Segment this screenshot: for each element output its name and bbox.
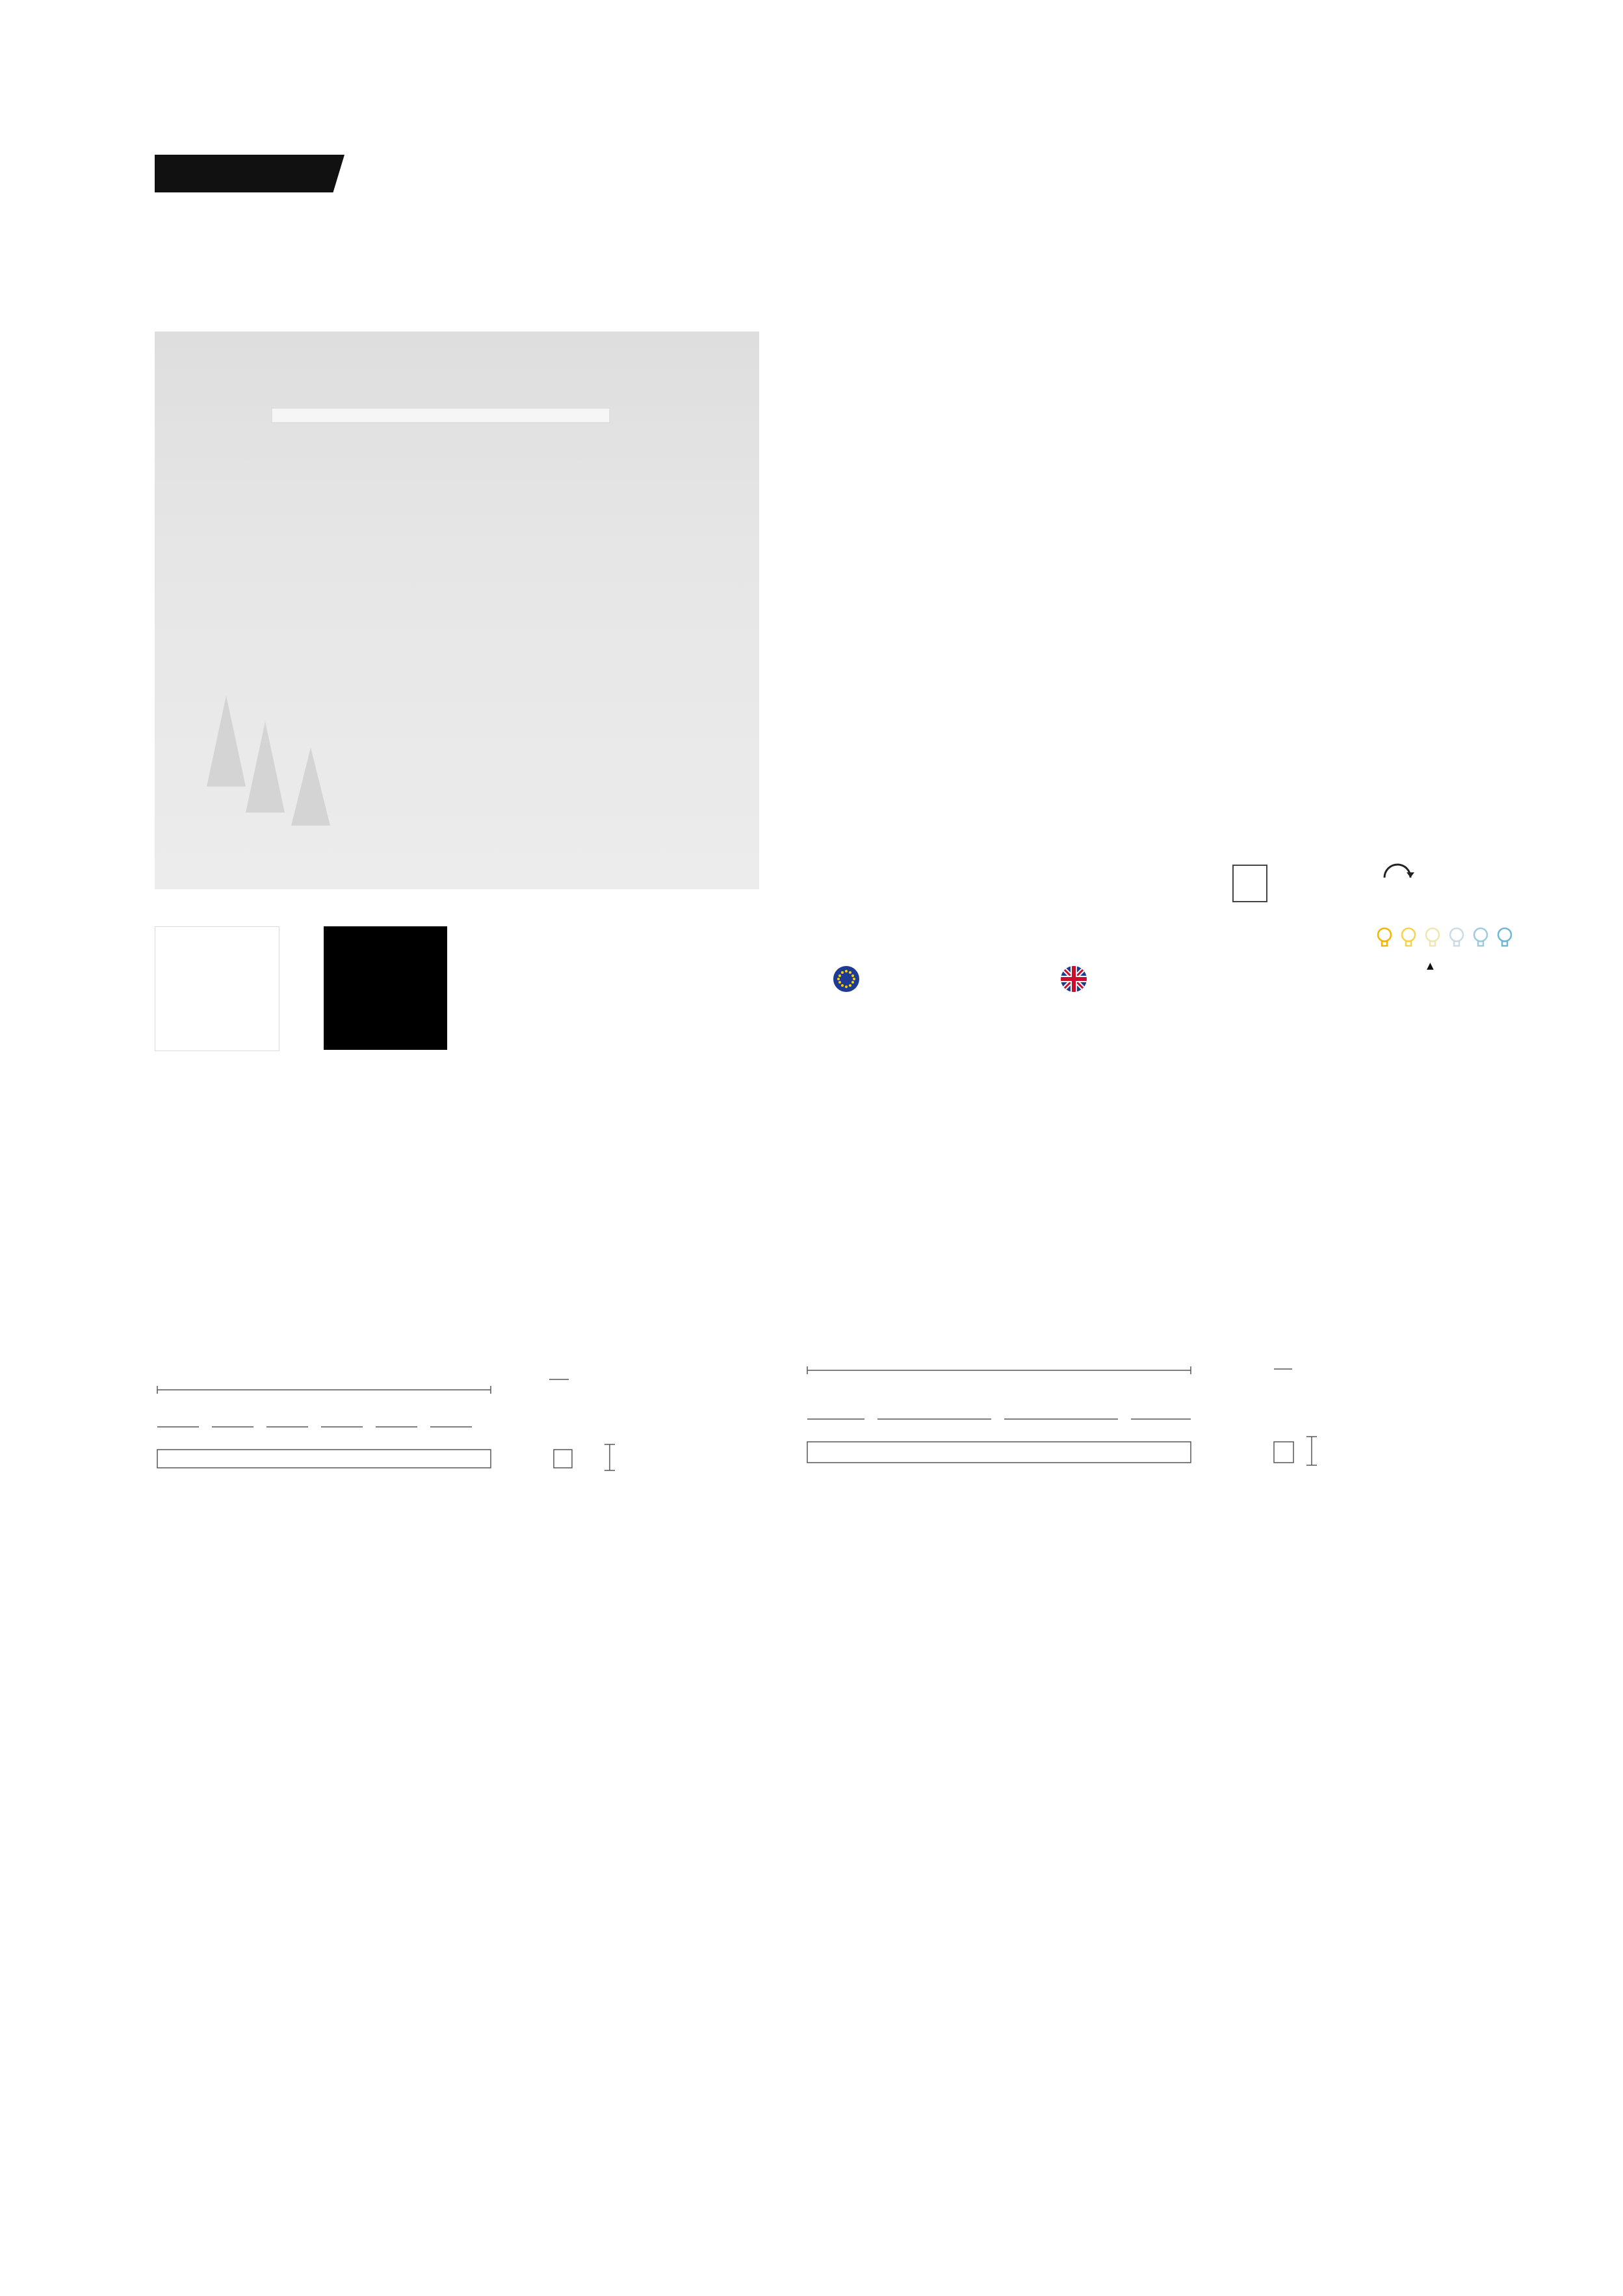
drawing-3pcs <box>793 1333 1391 1697</box>
dimmable-icon <box>1378 863 1417 902</box>
variant-3pcs <box>812 1697 1397 1720</box>
swatch-white <box>155 926 279 1051</box>
pendant-photo-illustration <box>155 332 759 889</box>
bulb-icons <box>1375 923 1524 956</box>
drawing-5pcs <box>149 1352 682 1690</box>
swatch-black <box>324 926 447 1050</box>
eu-flag-icon <box>833 966 859 992</box>
product-name-banner <box>155 155 344 192</box>
selected-temp-marker: ▲ <box>1427 961 1434 971</box>
uk-flag-icon <box>1061 966 1087 992</box>
ip20-icon <box>1232 865 1267 902</box>
color-temperature-scale <box>1375 923 1524 975</box>
variant-5pcs <box>156 1697 741 1720</box>
product-photo <box>155 332 759 889</box>
